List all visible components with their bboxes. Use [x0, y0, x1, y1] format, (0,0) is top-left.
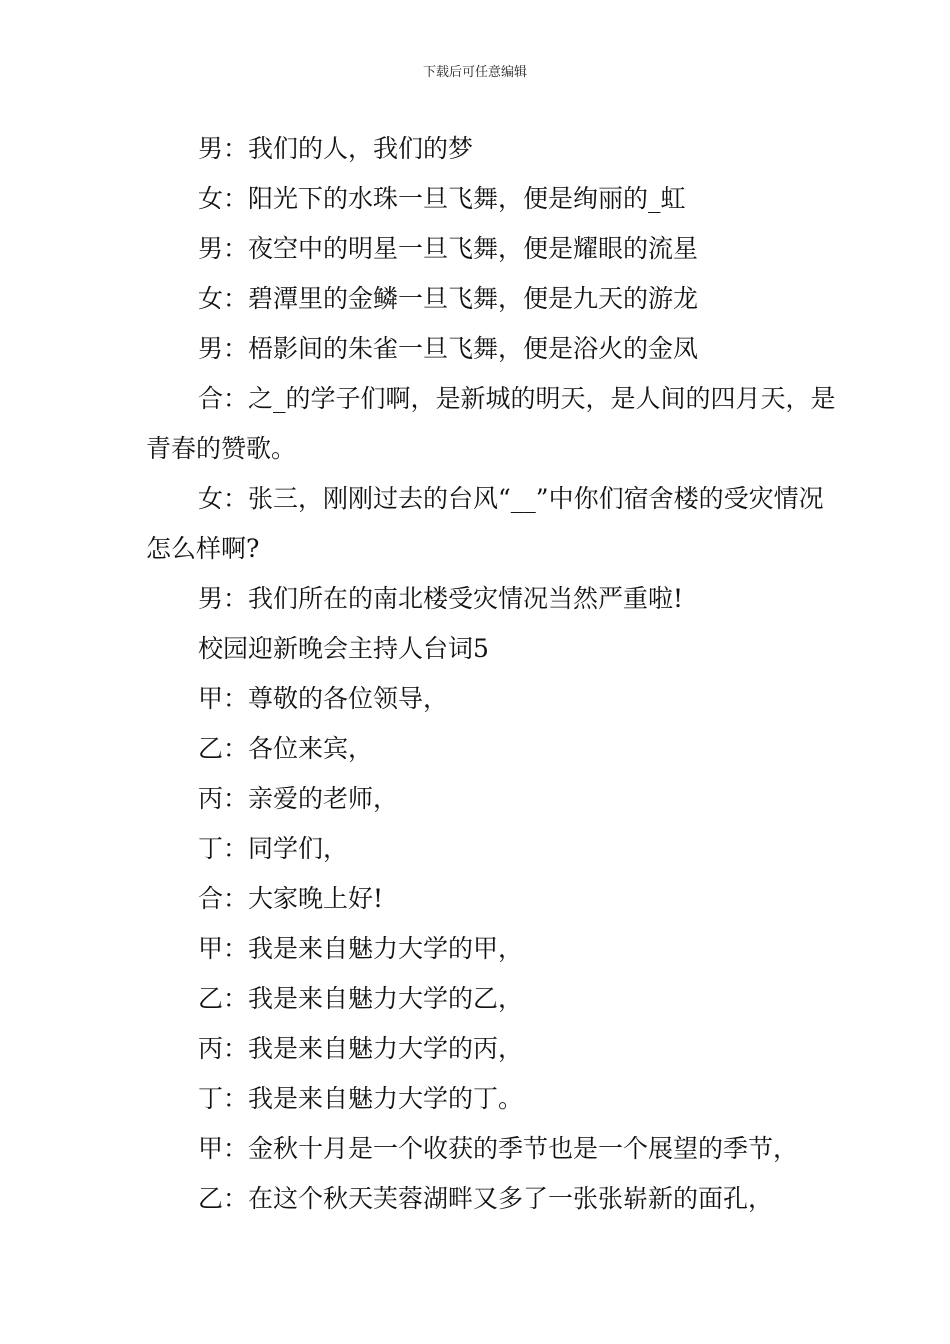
dialogue-line: 丁：我是来自魅力大学的丁。: [198, 1084, 524, 1113]
page-header: 下载后可任意编辑: [422, 65, 527, 80]
dialogue-line: 乙：各位来宾，: [198, 734, 374, 763]
dialogue-line: 男：我们的人，我们的梦: [198, 134, 474, 163]
dialogue-line: 乙：我是来自魅力大学的乙，: [198, 984, 524, 1013]
dialogue-line: 女：碧潭里的金鳞一旦飞舞，便是九天的游龙: [198, 284, 699, 313]
dialogue-line: 甲：我是来自魅力大学的甲，: [198, 934, 524, 963]
dialogue-line: 甲：尊敬的各位领导，: [198, 684, 449, 713]
dialogue-line: 丙：我是来自魅力大学的丙，: [198, 1034, 524, 1063]
dialogue-line: 女：张三，刚刚过去的台风“__”中你们宿舍楼的受灾情况怎么样啊?: [146, 484, 824, 563]
dialogue-line: 男：梧影间的朱雀一旦飞舞，便是浴火的金凤: [198, 334, 699, 363]
dialogue-line: 乙：在这个秋天芙蓉湖畔又多了一张张崭新的面孔，: [198, 1184, 774, 1213]
section-heading: 校园迎新晚会主持人台词5: [198, 634, 489, 663]
dialogue-line: 合：大家晚上好!: [198, 884, 384, 913]
dialogue-line: 丁：同学们，: [198, 834, 349, 863]
dialogue-line: 男：我们所在的南北楼受灾情况当然严重啦!: [198, 584, 684, 613]
document-body: [146, 124, 836, 1224]
dialogue-line: 甲：金秋十月是一个收获的季节也是一个展望的季节，: [198, 1134, 799, 1163]
dialogue-line: 合：之_的学子们啊，是新城的明天，是人间的四月天，是青春的赞歌。: [146, 384, 836, 463]
dialogue-line: 女：阳光下的水珠一旦飞舞，便是绚丽的_虹: [198, 184, 686, 213]
dialogue-line: 男：夜空中的明星一旦飞舞，便是耀眼的流星: [198, 234, 699, 263]
dialogue-line: 丙：亲爱的老师，: [198, 784, 399, 813]
